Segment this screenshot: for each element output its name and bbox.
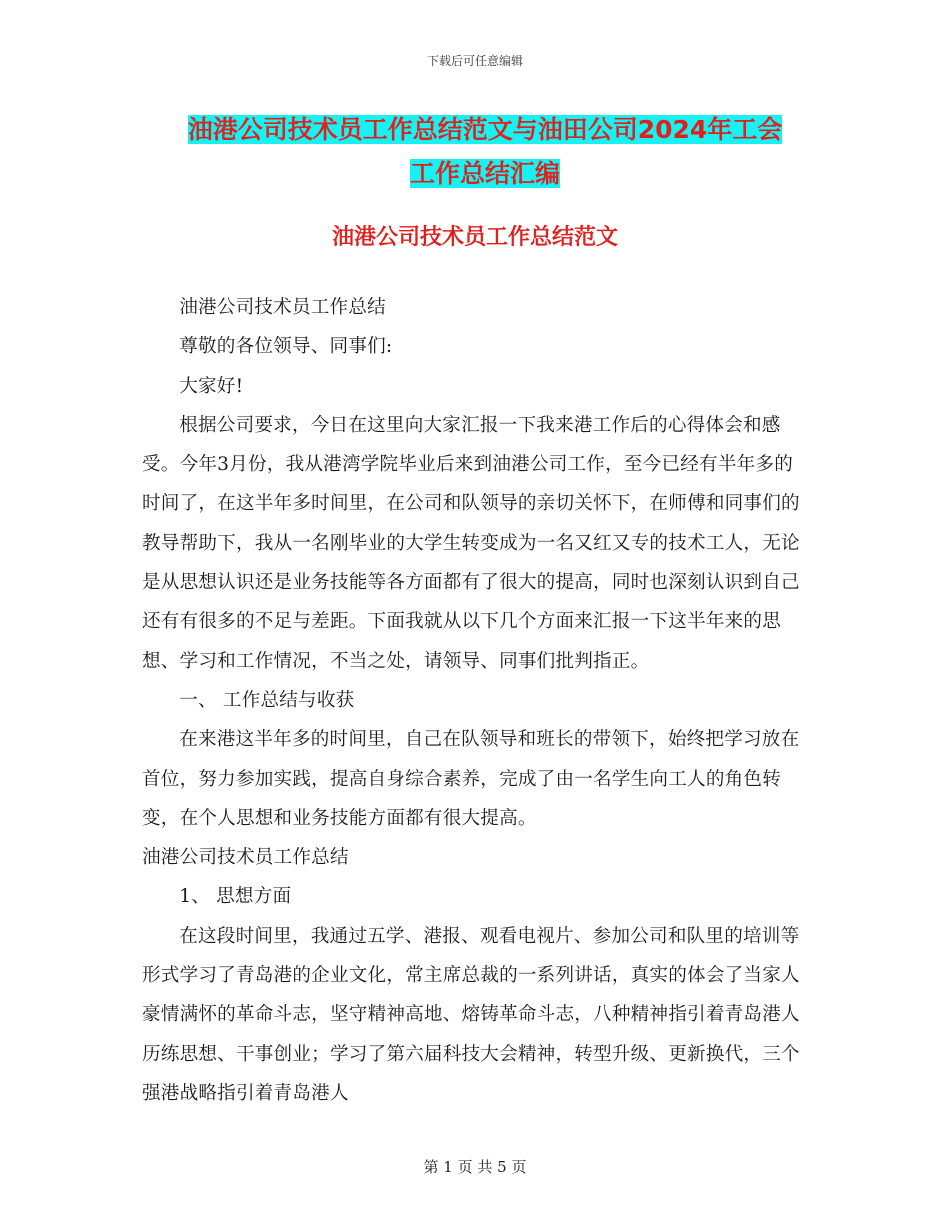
header-note: 下载后可任意编辑 [426, 54, 523, 68]
paragraph: 在来港这半年多的时间里，自己在队领导和班长的带领下，始终把学习放在首位，努力参加实践，提高自身综合素养，完成了由一名学生向工人的角色转变，在个人思想和业务技能方面都有很大提高。 [142, 729, 800, 829]
page-footer: 第 1 页 共 5 页 [423, 1158, 527, 1176]
main-title [140, 108, 830, 196]
paragraph: 大家好! [179, 375, 244, 397]
section-heading: 一、 工作总结与收获 [179, 689, 355, 711]
section-title: 油港公司技术员工作总结范文 [331, 225, 618, 250]
paragraph: 在这段时间里，我通过五学、港报、观看电视片、参加公司和队里的培训等形式学习了青岛港的企业文化，常主席总裁的一系列讲话，真实的体会了当家人豪情满怀的革命斗志，坚守精神高地、熔铸革命斗志，八种精神指引着青岛港人历练思想、干事创业；学习了第六届科技大会精神，转型升级、更新换代，三个强港战略指引着青岛港人 [142, 925, 800, 1104]
paragraph: 尊敬的各位领导、同事们: [179, 336, 393, 358]
main-title-line2: 工作总结汇编 [409, 159, 560, 188]
main-title-line1: 油港公司技术员工作总结范文与油田公司2024年工会 [187, 115, 783, 144]
paragraph: 油港公司技术员工作总结 [179, 297, 386, 318]
subsection-heading: 1、 思想方面 [179, 886, 292, 908]
document-body [142, 288, 810, 1113]
paragraph: 油港公司技术员工作总结 [142, 847, 349, 869]
paragraph: 根据公司要求，今日在这里向大家汇报一下我来港工作后的心得体会和感受。今年3月份，我从港湾学院毕业后来到油港公司工作，至今已经有半年多的时间了，在这半年多时间里，在公司和队领导的亲切关怀下，在师傅和同事们的教导帮助下，我从一名刚毕业的大学生转变成为一名又红又专的技术工人，无论是从思想认识还是业务技能等各方面都有了很大的提高，同时也深刻认识到自己还有有很多的不足与差距。下面我就从以下几个方面来汇报一下这半年来的思想、学习和工作情况，不当之处，请领导、同事们批判指正。 [142, 414, 800, 672]
